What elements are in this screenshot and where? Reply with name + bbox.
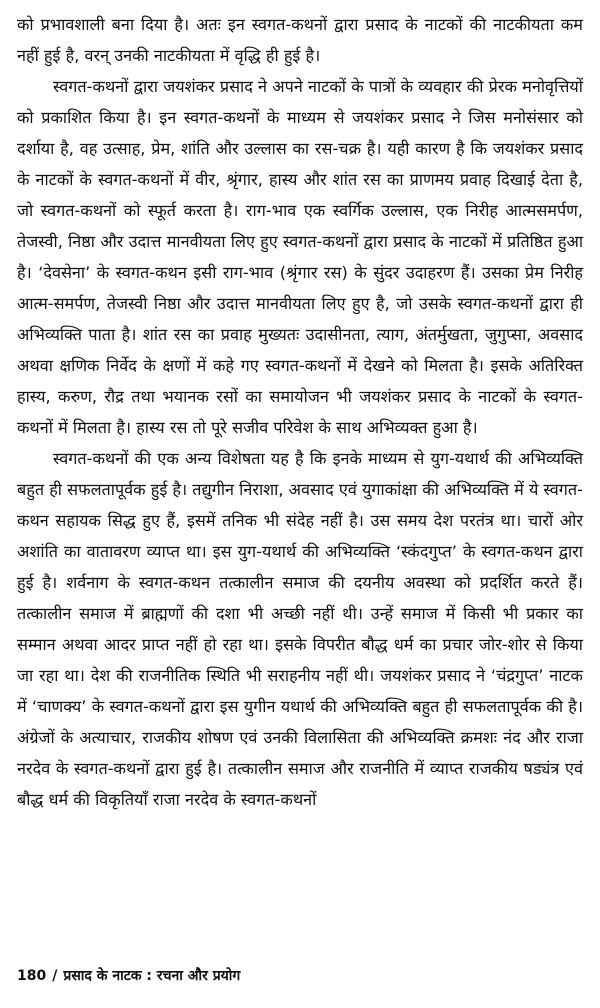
page-body-text	[17, 9, 583, 815]
paragraph-rasa: स्वगत-कथनों द्वारा जयशंकर प्रसाद ने अपने नाटकों के पात्रों के व्यवहार की प्रेरक मनोवृत्तियों को प्रकाशित किया है। इन स्वगत-कथनों के माध्यम से जयशंकर प्रसाद ने जिस मनोसंसार को दर्शाया है, वह उत्साह, प्रेम, शांति और उल्लास का रस-चक्र है। यही कारण है कि जयशंकर प्रसाद के नाटकों के स्वगत-कथनों में वीर, श्रृंगार, हास्य और शांत रस का प्राणमय प्रवाह दिखाई देता है, जो स्वगत-कथनों को स्फूर्त करता है। राग-भाव एक स्वर्गिक उल्लास, एक निरीह आत्मसमर्पण, तेजस्वी, निष्ठा और उदात्त मानवीयता लिए हुए स्वगत-कथनों द्वारा प्रसाद के नाटकों में प्रतिष्ठित हुआ है। ‘देवसेना’ के स्वगत-कथन इसी राग-भाव (श्रृंगार रस) के सुंदर उदाहरण हैं। उसका प्रेम निरीह आत्म-समर्पण, तेजस्वी निष्ठा और उदात्त मानवीयता लिए हुए है, जो उसके स्वगत-कथनों द्वारा ही अभिव्यक्ति पाता है। शांत रस का प्रवाह मुख्यतः उदासीनता, त्याग, अंतर्मुखता, जुगुप्सा, अवसाद अथवा क्षणिक निर्वेद के क्षणों में कहे गए स्वगत-कथनों में देखने को मिलता है। इसके अतिरिक्त हास्य, करुण, रौद्र तथा भयानक रसों का समायोजन भी जयशंकर प्रसाद के नाटकों के स्वगत-कथनों में मिलता है। हास्य रस तो पूरे सजीव परिवेश के साथ अभिव्यक्त हुआ है।	[17, 77, 583, 437]
page-number: 180	[17, 968, 47, 984]
paragraph-yuga-yatharth: स्वगत-कथनों की एक अन्य विशेषता यह है कि इनके माध्यम से युग-यथार्थ की अभिव्यक्ति बहुत ही सफलतापूर्वक हुई है। तद्युगीन निराशा, अवसाद एवं युगाकांक्षा की अभिव्यक्ति में ये स्वगत-कथन सहायक सिद्ध हुए हैं, इसमें तनिक भी संदेह नहीं है। उस समय देश परतंत्र था। चारों ओर अशांति का वातावरण व्याप्त था। इस युग-यथार्थ की अभिव्यक्ति ‘स्कंदगुप्त’ के स्वगत-कथन द्वारा हुई है। शर्वनाग के स्वगत-कथन तत्कालीन समाज की दयनीय अवस्था को प्रदर्शित करते हैं। तत्कालीन समाज में ब्राह्मणों की दशा भी अच्छी नहीं थी। उन्हें समाज में किसी भी प्रकार का सम्मान अथवा आदर प्राप्त नहीं हो रहा था। इसके विपरीत बौद्ध धर्म का प्रचार जोर-शोर से किया जा रहा था। देश की राजनीतिक स्थिति भी सराहनीय नहीं थी। जयशंकर प्रसाद ने ‘चंद्रगुप्त’ नाटक में ‘चाणक्य’ के स्वगत-कथनों द्वारा इस युगीन यथार्थ की अभिव्यक्ति बहुत ही सफलतापूर्वक की है। अंग्रेजों के अत्याचार, राजकीय शोषण एवं उनकी विलासिता की अभिव्यक्ति क्रमशः नंद और राजा नरदेव के स्वगत-कथनों द्वारा हुई है। तत्कालीन समाज और राजनीति में व्याप्त राजकीय षड्यंत्र एवं बौद्ध धर्म की विकृतियाँ राजा नरदेव के स्वगत-कथनों	[17, 449, 583, 809]
paragraph-continuation: को प्रभावशाली बना दिया है। अतः इन स्वगत-कथनों द्वारा प्रसाद के नाटकों की नाटकीयता कम नहीं हुई है, वरन् उनकी नाटकीयता में वृद्धि ही हुई है।	[17, 15, 583, 65]
running-title: प्रसाद के नाटक : रचना और प्रयोग	[63, 968, 241, 984]
page-footer	[17, 966, 583, 985]
footer-separator: /	[52, 968, 58, 984]
